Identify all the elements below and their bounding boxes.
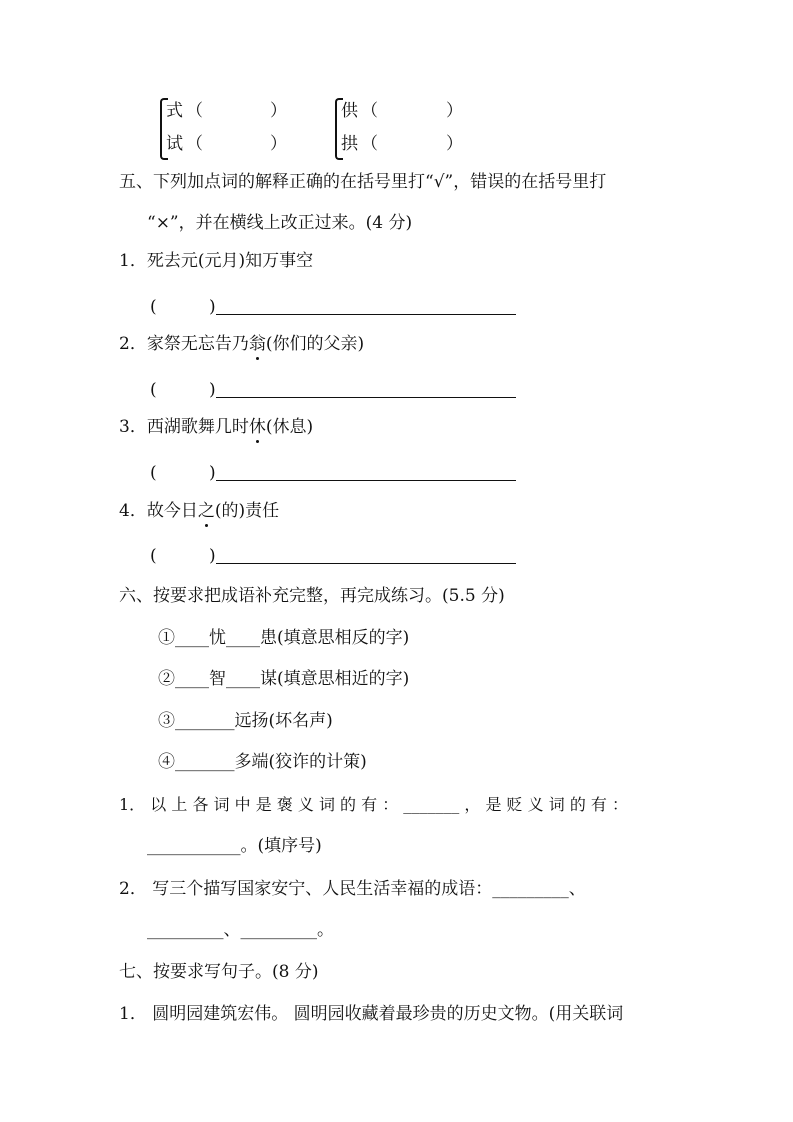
item-post: (休息): [265, 417, 314, 437]
paren-close: ）: [270, 101, 287, 121]
item-post: (的)责任: [214, 501, 280, 521]
idiom-text: _______多端(狡诈的计策): [175, 752, 367, 772]
item-pre: 死去元: [146, 251, 198, 271]
idiom-text: _______远扬(坏名声): [175, 711, 333, 731]
item-number: 4．: [119, 501, 147, 521]
pair-bottom-char-2: 拱: [341, 134, 358, 154]
item-pre: 家祭无忘告乃: [146, 334, 249, 354]
paren-open: （: [361, 134, 378, 154]
item-dotted-char: 休: [248, 417, 266, 437]
answer-paren-open: (: [150, 546, 157, 566]
s6-question-1-line1: 1． 以 上 各 词 中 是 褒 义 词 的 有 ： _______ ， 是 贬 义 词 的 有 ：: [119, 795, 628, 814]
answer-paren-close: ): [209, 463, 216, 483]
answer-line-4[interactable]: [216, 563, 516, 564]
paren-open: （: [186, 101, 203, 121]
paren-close: ）: [446, 134, 463, 154]
s5-item-1: [119, 251, 313, 271]
idiom-mark: ①: [158, 628, 175, 648]
pair-bottom-char-1: 试: [166, 134, 183, 154]
s7-question-1: 1． 圆明园建筑宏伟。 圆明园收藏着最珍贵的历史文物。(用关联词: [119, 1004, 624, 1024]
section5-heading-line2: “×”，并在横线上改正过来。(4 分): [147, 213, 413, 233]
item-post: (你们的父亲): [265, 334, 365, 354]
item-post: (元月)知万事空: [197, 251, 314, 271]
s5-item-4: [119, 501, 279, 521]
pair-top-char-1: 式: [166, 101, 183, 121]
paren-close: ）: [446, 101, 463, 121]
item-number: 1．: [119, 251, 147, 271]
answer-paren-close: ): [209, 380, 216, 400]
s5-item-2: [119, 334, 364, 354]
paren-open: （: [186, 134, 203, 154]
idiom-item-2: [158, 669, 409, 689]
item-dotted-char: 之: [197, 501, 215, 521]
section5-heading-line1: 五、下列加点词的解释正确的在括号里打“√”，错误的在括号里打: [119, 172, 607, 192]
item-number: 3．: [119, 417, 147, 437]
s6-question-2-line1: 2． 写三个描写国家安宁、人民生活幸福的成语：_________、: [119, 879, 586, 899]
idiom-text: ____智____谋(填意思相近的字): [175, 669, 410, 689]
answer-line-1[interactable]: [216, 314, 516, 315]
answer-paren-close: ): [209, 546, 216, 566]
idiom-item-4: [158, 752, 367, 772]
item-number: 2．: [119, 334, 147, 354]
section6-heading: 六、按要求把成语补充完整，再完成练习。(5.5 分): [119, 586, 505, 606]
s6-question-1-line2: ___________。(填序号): [147, 836, 322, 856]
idiom-text: ____忧____患(填意思相反的字): [175, 628, 410, 648]
paren-open: （: [361, 101, 378, 121]
idiom-item-1: [158, 628, 409, 648]
idiom-mark: ④: [158, 752, 175, 772]
answer-paren-open: (: [150, 380, 157, 400]
idiom-mark: ③: [158, 711, 175, 731]
paren-close: ）: [270, 134, 287, 154]
s5-item-3: [119, 417, 313, 437]
answer-paren-open: (: [150, 463, 157, 483]
s6-question-2-line2: _________、_________。: [147, 920, 334, 940]
answer-line-2[interactable]: [216, 397, 516, 398]
answer-paren-close: ): [209, 297, 216, 317]
answer-paren-open: (: [150, 297, 157, 317]
item-pre: 西湖歌舞几时: [146, 417, 249, 437]
answer-line-3[interactable]: [216, 480, 516, 481]
section7-heading: 七、按要求写句子。(8 分): [119, 962, 319, 982]
item-dotted-char: 翁: [248, 334, 266, 354]
idiom-mark: ②: [158, 669, 175, 689]
idiom-item-3: [158, 711, 333, 731]
item-pre: 故今日: [146, 501, 198, 521]
pair-top-char-2: 供: [341, 101, 358, 121]
